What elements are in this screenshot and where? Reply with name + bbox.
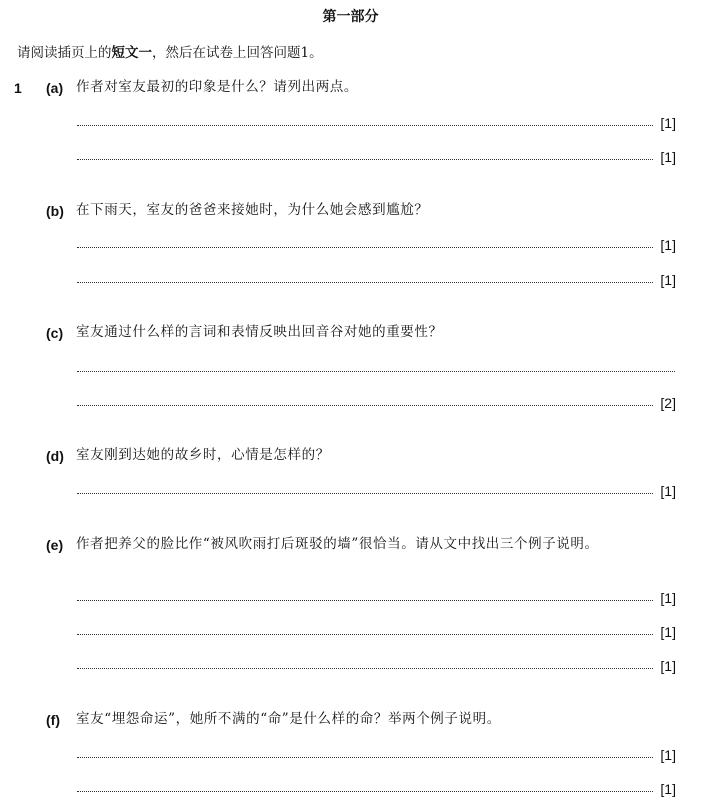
part-e-question: 作者把养父的脸比作“被风吹雨打后斑驳的墙”很恰当。请从文中找出三个例子说明。 [76, 536, 599, 552]
mark-label: [1] [660, 747, 676, 763]
mark-label: [1] [660, 115, 676, 131]
mark-label: [1] [660, 149, 676, 165]
part-c-question: 室友通过什么样的言词和表情反映出回音谷对她的重要性？ [76, 324, 443, 340]
answer-line[interactable] [77, 125, 653, 126]
mark-label: [1] [660, 483, 676, 499]
mark-label: [1] [660, 658, 676, 674]
part-a-label: (a) [46, 80, 64, 96]
instruction-prefix: 请阅读插页上的 [17, 45, 112, 61]
answer-line[interactable] [77, 600, 653, 601]
part-f-label: (f) [46, 712, 60, 728]
part-d-question: 室友刚到达她的故乡时，心情是怎样的？ [76, 447, 330, 463]
mark-label: [1] [660, 590, 676, 606]
part-b-label: (b) [46, 203, 64, 219]
instruction [17, 41, 323, 61]
answer-line[interactable] [77, 493, 653, 494]
answer-line[interactable] [77, 634, 653, 635]
answer-line[interactable] [77, 371, 675, 372]
mark-label: [2] [660, 395, 676, 411]
part-c-label: (c) [46, 325, 64, 341]
answer-line[interactable] [77, 159, 653, 160]
question-number: 1 [14, 80, 22, 96]
instruction-suffix: ，然后在试卷上回答问题1。 [152, 45, 323, 61]
answer-line[interactable] [77, 757, 653, 758]
answer-line[interactable] [77, 282, 653, 283]
instruction-bold: 短文一 [111, 45, 152, 61]
mark-label: [1] [660, 624, 676, 640]
part-a-question: 作者对室友最初的印象是什么？请列出两点。 [76, 79, 358, 95]
part-f-question: 室友“埋怨命运”，她所不满的“命”是什么样的命？举两个例子说明。 [76, 711, 501, 727]
part-e-label: (e) [46, 537, 64, 553]
mark-label: [1] [660, 237, 676, 253]
mark-label: [1] [660, 781, 676, 797]
part-d-label: (d) [46, 448, 64, 464]
mark-label: [1] [660, 272, 676, 288]
answer-line[interactable] [77, 405, 653, 406]
answer-line[interactable] [77, 247, 653, 248]
part-b-question: 在下雨天，室友的爸爸来接她时，为什么她会感到尴尬？ [76, 202, 429, 218]
section-title: 第一部分 [322, 9, 379, 25]
answer-line[interactable] [77, 791, 653, 792]
answer-line[interactable] [77, 668, 653, 669]
